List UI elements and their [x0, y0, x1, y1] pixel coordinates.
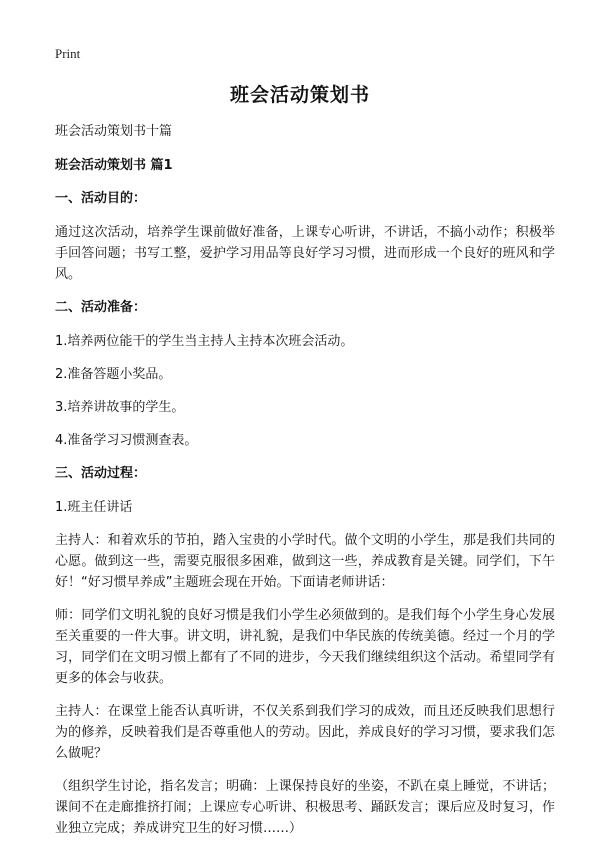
process-step-1: 1.班主任讲话	[55, 500, 133, 515]
prep-item-4: 4.准备学习习惯测查表。	[55, 433, 198, 448]
prep-heading: 二、活动准备：	[55, 300, 147, 315]
host-paragraph-2: 主持人：在课堂上能否认真听讲，不仅关系到我们学习的成效，而且还反映我们思想行为的修养，反映着我们是否尊重他人的劳动。因此，养成良好的学习习惯，要求我们怎么做呢？	[55, 704, 555, 761]
goal-paragraph: 通过这次活动，培养学生课前做好准备，上课专心听讲，不讲话，不搞小动作；积极举手回答问题；书写工整，爱护学习用品等良好学习习惯，进而形成一个良好的班风和学风。	[55, 225, 555, 282]
page-title: 班会活动策划书	[229, 84, 370, 106]
teacher-paragraph: 师：同学们文明礼貌的良好习惯是我们小学生必须做到的。是我们每个小学生身心发展至关重要的一件大事。讲文明，讲礼貌，是我们中华民族的传统美德。经过一个月的学习，同学们在文明习惯上都有了不同的进步，今天我们继续组织这个活动。希望同学有更多的体会与收获。	[55, 608, 555, 686]
goal-heading: 一、活动目的：	[55, 191, 147, 206]
process-heading: 三、活动过程：	[55, 466, 147, 481]
host-paragraph-1: 主持人：和着欢乐的节拍，踏入宝贵的小学时代。做个文明的小学生，那是我们共同的心愿。做到这一些，需要克服很多困难，做到这一些，养成教育是关键。同学们，下午好！“好习惯早养成”主题班会现在开始。下面请老师讲话：	[55, 533, 555, 590]
prep-item-2: 2.准备答题小奖品。	[55, 367, 172, 382]
discussion-paragraph: （组织学生讨论，指名发言；明确：上课保持良好的坐姿，不趴在桌上睡觉，不讲话；课间不在走廊推挤打闹；上课应专心听讲、积极思考、踊跃发言；课后应及时复习，作业独立完成；养成讲究卫生的好习惯……）	[55, 779, 555, 836]
document-body	[55, 121, 555, 851]
prep-item-1: 1.培养两位能干的学生当主持人主持本次班会活动。	[55, 334, 354, 349]
section-title: 班会活动策划书 篇1	[55, 158, 173, 173]
print-label: Print	[55, 46, 81, 61]
prep-item-3: 3.培养讲故事的学生。	[55, 400, 185, 415]
document-subtitle: 班会活动策划书十篇	[55, 124, 173, 139]
